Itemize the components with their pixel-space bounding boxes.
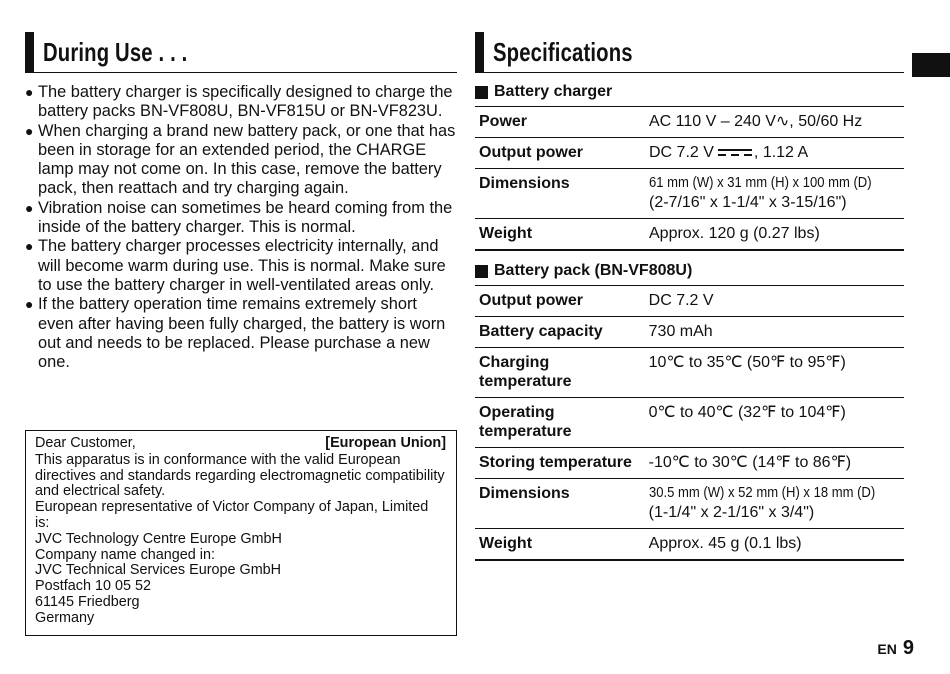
spec-value: 730 mAh	[641, 317, 904, 348]
notice-line: Germany	[35, 609, 95, 626]
spec-label: Operating temperature	[475, 398, 641, 448]
spec-value: 30.5 mm (W) x 52 mm (H) x 18 mm (D) (1-1/4" x 2-1/16" x 3/4")	[641, 479, 904, 529]
spec-value: 61 mm (W) x 31 mm (H) x 100 mm (D) (2-7/16" x 1-1/4" x 3-15/16")	[641, 169, 904, 219]
notice-line: Postfach 10 05 52	[35, 578, 152, 595]
notice-greeting: Dear Customer,	[35, 435, 136, 451]
notice-line: Company name changed in:	[35, 546, 215, 563]
specifications-heading	[475, 32, 672, 72]
spec-label: Power	[475, 107, 641, 138]
section-square-icon	[475, 265, 488, 278]
bullet-icon: ●	[25, 84, 34, 100]
notice-line: JVC Technology Centre Europe GmbH	[35, 530, 282, 547]
spec-label: Charging temperature	[475, 348, 641, 398]
spec-label: Weight	[475, 219, 641, 251]
table-row	[475, 107, 904, 138]
table-row	[475, 286, 904, 317]
pack-spec-table	[475, 285, 904, 561]
page-section-tab	[912, 53, 950, 77]
spec-label: Storing temperature	[475, 448, 641, 479]
page-number: 9	[902, 637, 914, 659]
spec-value: -10℃ to 30℃ (14℉ to 86℉)	[641, 448, 904, 479]
notice-region: [European Union]	[325, 435, 446, 451]
spec-label: Dimensions	[475, 479, 641, 529]
section-square-icon	[475, 86, 488, 99]
notice-line: European representative of Victor Company of Japan, Limited is:	[35, 499, 429, 531]
table-row	[475, 317, 904, 348]
during-use-title: During Use . . .	[43, 37, 188, 67]
heading-bar	[25, 32, 34, 72]
table-row	[475, 348, 904, 398]
spec-value: Approx. 45 g (0.1 lbs)	[641, 529, 904, 561]
specifications-title: Specifications	[493, 37, 633, 67]
eu-notice-box	[25, 430, 457, 636]
spec-label: Battery capacity	[475, 317, 641, 348]
heading-bar	[475, 32, 484, 72]
spec-value: DC 7.2 V , 1.12 A	[641, 138, 904, 169]
table-row	[475, 398, 904, 448]
language-code: EN	[877, 641, 897, 657]
table-row	[475, 169, 904, 219]
bullet-icon: ●	[25, 296, 34, 313]
bullet-icon: ●	[25, 122, 34, 139]
spec-label: Weight	[475, 529, 641, 561]
spec-value: 0℃ to 40℃ (32℉ to 104℉)	[641, 398, 904, 448]
table-row	[475, 479, 904, 529]
battery-charger-heading: Battery charger	[475, 83, 612, 101]
usage-note: ● When charging a brand new battery pack, or one that has been in storage for an extended period, the CHARGE lamp may not come on. In this case, remove the battery pack, then reattach and try charging again.	[25, 121, 456, 198]
spec-label: Output power	[475, 286, 641, 317]
usage-note: ● The battery charger is specifically designed to charge the battery packs BN-VF808U, BN-VF815U or BN-VF823U.	[25, 83, 453, 121]
usage-notes-list	[25, 83, 457, 372]
spec-value: DC 7.2 V	[641, 286, 904, 317]
spec-label: Output power	[475, 138, 641, 169]
spec-label: Dimensions	[475, 169, 641, 219]
table-row	[475, 219, 904, 251]
page-footer	[877, 637, 914, 660]
spec-value: Approx. 120 g (0.27 lbs)	[641, 219, 904, 251]
notice-line: 61145 Friedberg	[35, 593, 140, 610]
battery-pack-heading: Battery pack (BN-VF808U)	[475, 262, 692, 280]
heading-rule	[475, 72, 904, 73]
notice-line: This apparatus is in conformance with the valid European directives and standards regarding electromagnetic compatibility and electrical safety.	[35, 451, 445, 500]
table-row	[475, 138, 904, 169]
bullet-icon: ●	[25, 199, 34, 216]
during-use-heading	[25, 32, 228, 72]
table-row	[475, 529, 904, 561]
heading-rule	[25, 72, 457, 73]
spec-value: AC 110 V – 240 V∿, 50/60 Hz	[641, 107, 904, 138]
bullet-icon: ●	[25, 238, 34, 255]
notice-line: JVC Technical Services Europe GmbH	[35, 562, 282, 579]
usage-note: ● The battery charger processes electricity internally, and will become warm during use. This is normal. Make sure to use the battery charger in well-ventilated areas only.	[25, 237, 446, 294]
usage-note: ● Vibration noise can sometimes be heard coming from the inside of the battery charger. This is normal.	[25, 198, 453, 237]
charger-spec-table	[475, 106, 904, 251]
table-row	[475, 448, 904, 479]
dc-current-icon	[718, 148, 752, 158]
spec-value: 10℃ to 35℃ (50℉ to 95℉)	[641, 348, 904, 398]
usage-note: ● If the battery operation time remains extremely short even after having been fully charged, the battery is worn out and needs to be replaced. Please purchase a new one.	[25, 295, 446, 372]
